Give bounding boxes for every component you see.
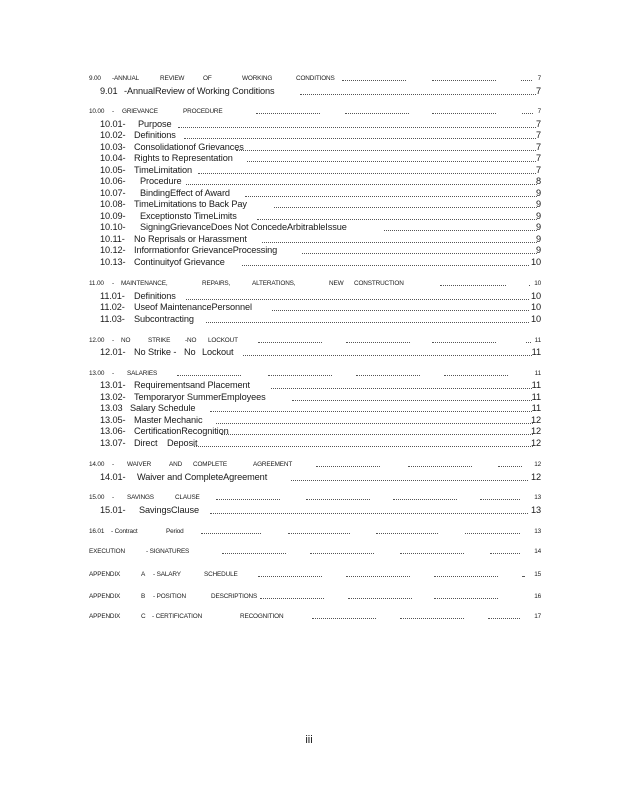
toc-subsection-entry [0, 175, 618, 187]
toc-entry-title: Salary Schedule [130, 403, 196, 413]
toc-page-number: 9 [535, 211, 541, 221]
dot-leader [434, 576, 498, 577]
toc-entry-number: 15.00 [89, 494, 105, 501]
toc-page-number: 9 [535, 234, 541, 244]
toc-page-number: 11 [534, 337, 541, 344]
dot-leader [400, 553, 464, 554]
toc-entry-title: SCHEDULE [204, 571, 238, 578]
toc-entry-number: 11.01- [100, 291, 125, 301]
toc-entry-number: APPENDIX [89, 613, 121, 620]
toc-subsection-entry [0, 379, 618, 391]
toc-entry-number: 10.12- [100, 245, 126, 255]
toc-section-heading [0, 492, 618, 504]
toc-page-number: 10 [530, 291, 541, 301]
toc-page-number: 12 [530, 472, 541, 482]
toc-page-number: 12 [530, 438, 541, 448]
toc-entry-title: LOCKOUT [208, 337, 238, 344]
toc-page-number: 14 [534, 548, 541, 555]
toc-entry-title: A [141, 571, 146, 578]
toc-entry-number: 13.01- [100, 380, 126, 390]
toc-entry-number: EXECUTION [89, 548, 125, 555]
dot-leader [480, 499, 520, 500]
toc-entry-title: - [112, 108, 114, 115]
toc-entry-number: 12.01- [100, 347, 126, 357]
toc-page-number: 9 [535, 245, 541, 255]
toc-entry-title: Definitions [134, 291, 176, 301]
toc-entry-number: 13.06- [100, 426, 126, 436]
toc-page-number: 11 [531, 347, 541, 357]
toc-page-number: 16 [534, 593, 541, 600]
toc-page-number: 12 [534, 461, 541, 468]
toc-section-heading [0, 591, 618, 603]
dot-leader [257, 219, 537, 220]
toc-entry-number: 10.11- [100, 234, 125, 244]
toc-entry-title: - Contract [111, 528, 138, 535]
dot-leader [316, 466, 380, 467]
toc-subsection-entry [0, 129, 618, 141]
dot-leader [236, 150, 536, 151]
toc-entry-title: Consolidationof Grievances [134, 142, 244, 152]
toc-section-heading [0, 569, 618, 581]
dot-leader [522, 576, 524, 577]
toc-entry-title: No Strike - [134, 347, 177, 357]
toc-entry-title: NO [121, 337, 131, 344]
toc-entry-title: Continuityof Grievance [134, 257, 225, 267]
toc-entry-number: 13.00 [89, 370, 105, 377]
toc-entry-title: Procedure [140, 176, 182, 186]
dot-leader [444, 375, 508, 376]
toc-subsection-entry [0, 85, 618, 97]
toc-subsection-entry [0, 301, 618, 313]
dot-leader [465, 533, 520, 534]
toc-entry-number: 11.02- [100, 302, 125, 312]
toc-subsection-entry [0, 152, 618, 164]
dot-leader [243, 355, 532, 356]
toc-entry-title: SAVINGS [127, 494, 154, 501]
toc-entry-number: 11.00 [89, 280, 104, 287]
dot-leader [216, 423, 533, 424]
dot-leader [258, 576, 322, 577]
toc-entry-number: 13.05- [100, 415, 126, 425]
toc-page-number: 12 [530, 415, 541, 425]
toc-subsection-entry [0, 402, 618, 414]
toc-entry-title: CONSTRUCTION [354, 280, 404, 287]
toc-entry-title: - [112, 370, 114, 377]
toc-entry-title: - [112, 280, 114, 287]
toc-entry-number: 9.00 [89, 75, 101, 82]
dot-leader [356, 375, 420, 376]
toc-entry-number: 10.08- [100, 199, 126, 209]
dot-leader [274, 207, 537, 208]
toc-entry-title: - POSITION [153, 593, 186, 600]
toc-subsection-entry [0, 425, 618, 437]
toc-entry-title: REPAIRS, [202, 280, 231, 287]
toc-page-number: 10 [534, 280, 541, 287]
toc-page-number: 9 [535, 199, 541, 209]
toc-section-heading [0, 106, 618, 118]
dot-leader [526, 342, 531, 343]
dot-leader [346, 342, 410, 343]
toc-page-number: 10 [530, 257, 541, 267]
dot-leader [184, 138, 536, 139]
toc-entry-title: BindingEffect of Award [140, 188, 230, 198]
toc-entry-title: Period [166, 528, 184, 535]
toc-entry-title: No Reprisals or Harassment [134, 234, 247, 244]
toc-entry-title: OF [203, 75, 212, 82]
dot-leader [194, 446, 533, 447]
toc-subsection-entry [0, 244, 618, 256]
toc-entry-title: - [112, 494, 114, 501]
toc-entry-title: - SALARY [153, 571, 181, 578]
toc-section-heading [0, 611, 618, 623]
toc-page-number: 7 [537, 75, 541, 82]
toc-entry-title: RECOGNITION [240, 613, 284, 620]
dot-leader [393, 499, 457, 500]
toc-subsection-entry [0, 221, 618, 233]
toc-entry-number: 12.00 [89, 337, 105, 344]
toc-entry-title: REVIEW [160, 75, 185, 82]
toc-entry-title: AGREEMENT [253, 461, 293, 468]
dot-leader [201, 533, 261, 534]
toc-entry-title: Master Mechanic [134, 415, 203, 425]
toc-entry-number: 10.06- [100, 176, 126, 186]
toc-page-number: 10 [530, 314, 541, 324]
toc-section-heading [0, 278, 618, 290]
toc-page-number: 9 [535, 222, 541, 232]
toc-entry-title: SALARIES [127, 370, 158, 377]
dot-leader [345, 113, 409, 114]
toc-entry-title: - CERTIFICATION [152, 613, 203, 620]
toc-entry-title: STRIKE [148, 337, 171, 344]
toc-entry-number: 16.01 [89, 528, 105, 535]
toc-page-number: 7 [535, 130, 541, 140]
dot-leader [271, 388, 532, 389]
page-number: iii [305, 734, 313, 746]
toc-entry-number: 15.01- [100, 505, 126, 515]
toc-entry-title: DESCRIPTIONS [211, 593, 258, 600]
toc-section-heading [0, 526, 618, 538]
dot-leader [522, 113, 533, 114]
toc-entry-title: Requirementsand Placement [134, 380, 250, 390]
dot-leader [256, 113, 320, 114]
toc-page-number: 7 [535, 119, 541, 129]
dot-leader [221, 434, 533, 435]
dot-leader [384, 230, 537, 231]
toc-entry-title: - [112, 337, 114, 344]
toc-entry-number: 10.07- [100, 188, 126, 198]
dot-leader [186, 299, 529, 300]
dot-leader [346, 576, 410, 577]
toc-subsection-entry [0, 471, 618, 483]
dot-leader [291, 480, 528, 481]
dot-leader [310, 553, 374, 554]
toc-entry-title: Direct [134, 438, 158, 448]
toc-page-number: 7 [535, 142, 541, 152]
dot-leader [260, 598, 324, 599]
toc-entry-title: WAIVER [127, 461, 152, 468]
toc-page-number: 13 [534, 494, 541, 501]
toc-entry-number: 13.03 [100, 403, 123, 413]
toc-entry-title: GRIEVANCE [122, 108, 158, 115]
toc-entry-title: Waiver and CompleteAgreement [137, 472, 268, 482]
toc-page-number: 7 [535, 153, 541, 163]
dot-leader [206, 322, 529, 323]
dot-leader [488, 618, 520, 619]
toc-entry-title: ALTERATIONS, [252, 280, 296, 287]
toc-entry-number: APPENDIX [89, 571, 121, 578]
toc-entry-title: Lockout [202, 347, 234, 357]
toc-page-number: 17 [534, 613, 541, 620]
toc-subsection-entry [0, 504, 618, 516]
dot-leader [440, 285, 506, 286]
toc-page-number: 8 [535, 176, 541, 186]
toc-entry-number: 13.02- [100, 392, 126, 402]
toc-page-number: 15 [534, 571, 541, 578]
dot-leader [408, 466, 472, 467]
toc-page-number: 7 [535, 165, 541, 175]
dot-leader [258, 342, 322, 343]
toc-page-number: 9 [535, 188, 541, 198]
toc-entry-title: Definitions [134, 130, 176, 140]
toc-entry-title: SavingsClause [139, 505, 199, 515]
toc-page-number: 7 [537, 108, 541, 115]
dot-leader [186, 184, 537, 185]
toc-entry-title: Subcontracting [134, 314, 194, 324]
toc-entry-title: C [141, 613, 146, 620]
dot-leader [210, 411, 532, 412]
toc-entry-number: 9.01 [100, 86, 118, 96]
toc-section-heading [0, 546, 618, 558]
toc-entry-number: 10.04- [100, 153, 126, 163]
toc-page-number: 13 [530, 505, 541, 515]
dot-leader [268, 375, 332, 376]
toc-entry-title: No [184, 347, 196, 357]
toc-entry-title: PROCEDURE [183, 108, 223, 115]
dot-leader [400, 618, 464, 619]
toc-entry-title: AND [169, 461, 183, 468]
dot-leader [247, 161, 536, 162]
toc-entry-title: SigningGrievanceDoes Not ConcedeArbitrableIssue [140, 222, 347, 232]
dot-leader [177, 375, 241, 376]
dot-leader [245, 196, 537, 197]
toc-entry-number: 11.03- [100, 314, 125, 324]
toc-entry-number: 10.09- [100, 211, 126, 221]
toc-entry-title: -ANNUAL [112, 75, 140, 82]
dot-leader [312, 618, 376, 619]
toc-entry-title: Informationfor GrievanceProcessing [134, 245, 278, 255]
toc-entry-number: 10.10- [100, 222, 126, 232]
toc-page-number: 11 [531, 403, 541, 413]
dot-leader [432, 342, 496, 343]
dot-leader [302, 253, 537, 254]
toc-subsection-entry [0, 437, 618, 449]
dot-leader [222, 553, 286, 554]
toc-subsection-entry [0, 313, 618, 325]
toc-entry-number: 14.01- [100, 472, 126, 482]
toc-section-heading [0, 73, 618, 85]
dot-leader [272, 310, 529, 311]
toc-entry-number: 10.00 [89, 108, 105, 115]
dot-leader [490, 553, 520, 554]
toc-entry-number: 10.05- [100, 165, 126, 175]
dot-leader [198, 173, 536, 174]
toc-entry-title: TimeLimitation [134, 165, 192, 175]
toc-entry-number: APPENDIX [89, 593, 121, 600]
dot-leader [306, 499, 370, 500]
toc-entry-number: 10.13- [100, 257, 126, 267]
toc-entry-title: WORKING [242, 75, 273, 82]
dot-leader [342, 80, 406, 81]
toc-entry-title: -AnnualReview of Working Conditions [124, 86, 275, 96]
toc-section-heading [0, 459, 618, 471]
dot-leader [178, 127, 536, 128]
dot-leader [300, 94, 536, 95]
toc-entry-title: CONDITIONS [296, 75, 335, 82]
toc-entry-title: Purpose [138, 119, 172, 129]
toc-entry-title: - [112, 461, 114, 468]
dot-leader [216, 499, 280, 500]
dot-leader [376, 533, 438, 534]
toc-entry-title: MAINTENANCE, [121, 280, 168, 287]
dot-leader [348, 598, 412, 599]
toc-entry-number: 10.02- [100, 130, 126, 140]
toc-entry-title: Temporaryor SummerEmployees [134, 392, 266, 402]
toc-entry-title: Deposit [167, 438, 198, 448]
toc-subsection-entry [0, 256, 618, 268]
dot-leader [242, 265, 529, 266]
dot-leader [432, 113, 496, 114]
toc-entry-number: 10.03- [100, 142, 126, 152]
toc-page-number: 11 [531, 380, 541, 390]
toc-page-number: 11 [534, 370, 541, 377]
toc-entry-number: 14.00 [89, 461, 105, 468]
toc-page-number: 12 [530, 426, 541, 436]
toc-page-number: 10 [530, 302, 541, 312]
toc-subsection-entry [0, 346, 618, 358]
dot-leader [292, 400, 532, 401]
dot-leader [434, 598, 498, 599]
toc-entry-title: NEW [329, 280, 344, 287]
toc-page-number: 7 [535, 86, 541, 96]
dot-leader [498, 466, 522, 467]
dot-leader [262, 242, 537, 243]
toc-entry-title: Exceptionsto TimeLimits [140, 211, 237, 221]
toc-entry-number: 13.07- [100, 438, 126, 448]
dot-leader [529, 285, 530, 286]
toc-entry-title: TimeLimitations to Back Pay [134, 199, 247, 209]
toc-entry-title: COMPLETE [193, 461, 227, 468]
dot-leader [210, 513, 528, 514]
toc-page-number: 11 [531, 392, 541, 402]
toc-entry-title: Rights to Representation [134, 153, 233, 163]
toc-entry-title: Useof MaintenancePersonnel [134, 302, 252, 312]
toc-entry-title: -NO [185, 337, 197, 344]
toc-page-number: 13 [534, 528, 541, 535]
dot-leader [288, 533, 350, 534]
dot-leader [521, 80, 532, 81]
toc-entry-title: B [141, 593, 146, 600]
toc-subsection-entry [0, 198, 618, 210]
toc-entry-title: CLAUSE [175, 494, 200, 501]
toc-entry-title: CertificationRecognition [134, 426, 229, 436]
toc-entry-title: - SIGNATURES [146, 548, 190, 555]
dot-leader [432, 80, 496, 81]
toc-entry-number: 10.01- [100, 119, 126, 129]
